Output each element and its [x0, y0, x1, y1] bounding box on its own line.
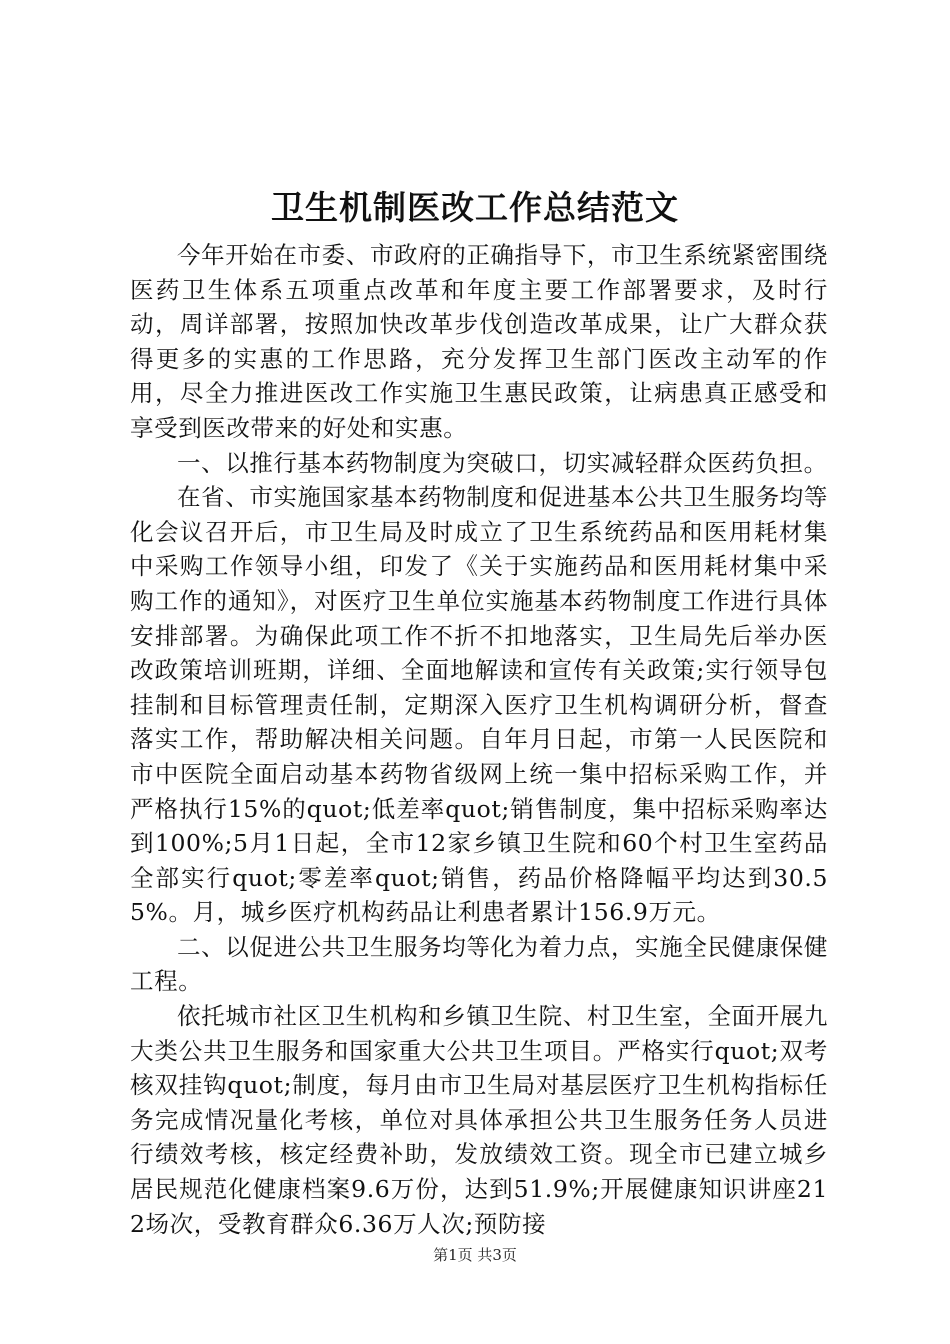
page-footer: 第1页 共3页	[433, 1246, 517, 1264]
intro-paragraph: 今年开始在市委、市政府的正确指导下，市卫生系统紧密围绕医药卫生体系五项重点改革和年度主要工作部署要求，及时行动，周详部署，按照加快改革步伐创造改革成果，让广大群众获得更多的实惠的工作思路，充分发挥卫生部门医改主动军的作用，尽全力推进医改工作实施卫生惠民政策，让病患真正感受和享受到医改带来的好处和实惠。	[130, 241, 828, 442]
document-body	[130, 238, 828, 1241]
document-title: 卫生机制医改工作总结范文	[271, 188, 679, 227]
section-heading-2: 二、以促进公共卫生服务均等化为着力点，实施全民健康保健工程。	[130, 932, 828, 996]
section-1-paragraph: 在省、市实施国家基本药物制度和促进基本公共卫生服务均等化会议召开后，市卫生局及时成立了卫生系统药品和医用耗材集中采购工作领导小组，印发了《关于实施药品和医用耗材集中采购工作的通知》，对医疗卫生单位实施基本药物制度工作进行具体安排部署。为确保此项工作不折不扣地落实，卫生局先后举办医改政策培训班期，详细、全面地解读和宣传有关政策;实行领导包挂制和目标管理责任制，定期深入医疗卫生机构调研分析，督查落实工作，帮助解决相关问题。自年月日起，市第一人民医院和市中医院全面启动基本药物省级网上统一集中招标采购工作，并严格执行15%的quot;低差率quot;销售制度，集中招标采购率达到100%;5月1日起，全市12家乡镇卫生院和60个村卫生室药品全部实行quot;零差率quot;销售，药品价格降幅平均达到30.55%。月，城乡医疗机构药品让利患者累计156.9万元。	[130, 483, 828, 927]
section-heading-1: 一、以推行基本药物制度为突破口，切实减轻群众医药负担。	[177, 448, 828, 477]
section-2-paragraph: 依托城市社区卫生机构和乡镇卫生院、村卫生室，全面开展九大类公共卫生服务和国家重大公共卫生项目。严格实行quot;双考核双挂钩quot;制度，每月由市卫生局对基层医疗卫生机构指标任务完成情况量化考核，单位对具体承担公共卫生服务任务人员进行绩效考核，核定经费补助，发放绩效工资。现全市已建立城乡居民规范化健康档案9.6万份，达到51.9%;开展健康知识讲座212场次，受教育群众6.36万人次;预防接	[130, 1002, 828, 1238]
